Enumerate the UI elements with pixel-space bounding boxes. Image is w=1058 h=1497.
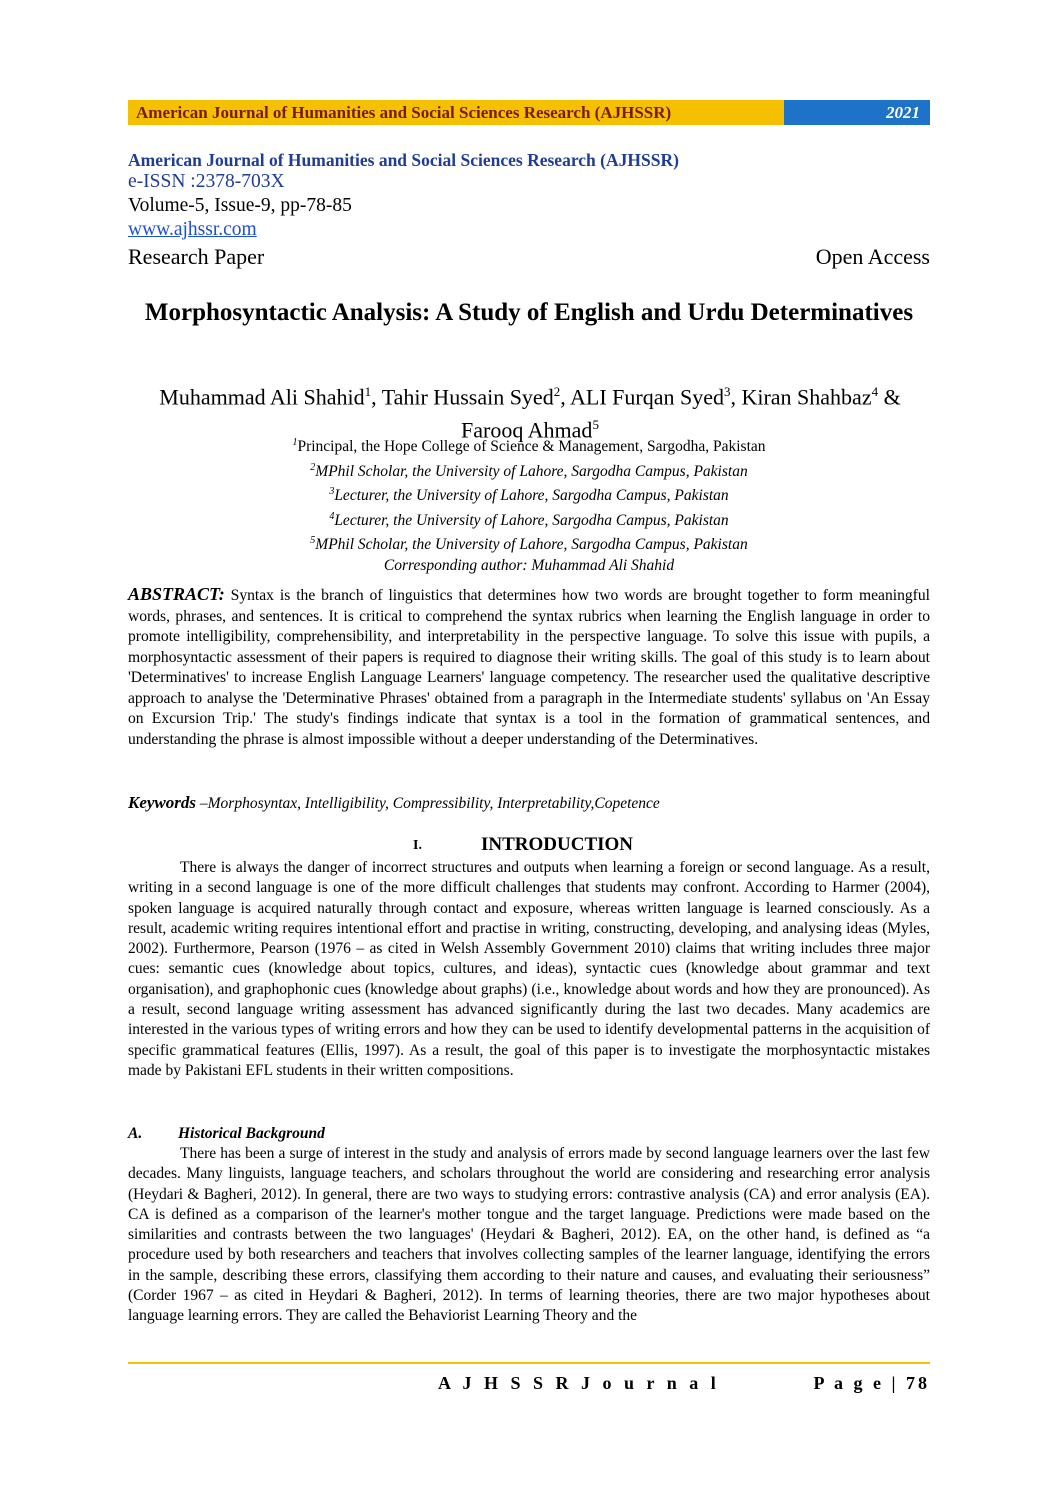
journal-meta — [128, 150, 930, 270]
author-name: , Kiran Shahbaz — [730, 384, 872, 410]
author-sup: 4 — [871, 384, 879, 399]
footer-page-number: 78 — [906, 1373, 930, 1393]
keywords-label: Keywords — [128, 793, 196, 812]
author-name: & Farooq Ahmad — [461, 384, 901, 443]
affiliation: $^3$Lecturer, the University of Lahore, Sargodha Campus, Pakistan — [329, 486, 729, 505]
paper-type: Research Paper — [128, 244, 265, 269]
section-number: I. — [413, 838, 422, 853]
author-sup: 1 — [364, 384, 372, 399]
author-sup: 5 — [592, 417, 599, 433]
intro-paragraph: There is always the danger of incorrect structures and outputs when learning a foreign or second language. As a result, writing in a second language is one of the more difficult challenges that students may confront. According to Harmer (2004), spoken language is acquired naturally through contact and exposure, whereas written language is learned consciously. As a result, academic writing requires intentional effort and practise in writing, constructing, developing, and analysing ideas (Myles, 2002). Furthermore, Pearson (1976 – as cited in Welsh Assembly Government 2010) claims that writing includes three major cues: semantic cues (knowledge about topics, cultures, and ideas), syntactic cues (knowledge about grammar and text organisation), and graphophonic cues (knowledge about graphs) (i.e., knowledge about words and how they are pronounced). As a result, second language writing assessment has advanced significantly during the last two decades. Many academics are interested in the various types of writing errors and how they can be used to identify developmental patterns in the acquisition of specific grammatical features (Ellis, 1997). As a result, the goal of this paper is to investigate the morphosyntactic mistakes made by Pakistani EFL students in their written compositions. — [128, 859, 930, 1079]
footer-divider — [128, 1362, 930, 1364]
abstract-label: ABSTRACT: — [128, 584, 225, 604]
keywords — [128, 793, 930, 813]
paper-type-row — [128, 244, 930, 270]
history-paragraph: There has been a surge of interest in the study and analysis of errors made by second language learners over the last few decades. Many linguists, language teachers, and scholars throughout the world are considering and researching error analysis (Heydari & Bagheri, 2012). In general, there are two ways to studying errors: contrastive analysis (CA) and error analysis (EA). CA is defined as a comparison of the learner's mother tongue and the target language. Predictions were made based on the similarities and contrasts between the two languages' (Heydari & Bagheri, 2012). EA, on the other hand, is defined as “a procedure used by both researchers and teachers that involves collecting samples of the learner language, identifying the errors in the sample, describing these errors, classifying them according to their nature and causes, and evaluating their seriousness” (Corder 1967 – as cited in Heydari & Bagheri, 2012). In terms of learning theories, there are two major hypotheses about language learning errors. They are called the Behaviorist Learning Theory and the — [128, 1145, 930, 1325]
footer-page — [814, 1373, 930, 1394]
subsection-heading — [128, 1125, 325, 1143]
affiliation: $^1$Principal, the Hope College of Science & Management, Sargodha, Pakistan — [292, 437, 766, 456]
affiliation: $^4$Lecturer, the University of Lahore, Sargodha Campus, Pakistan — [329, 510, 729, 529]
author-name: Muhammad Ali Shahid — [159, 384, 365, 410]
journal-header-year: 2021 — [784, 100, 930, 125]
affiliation: $^5$MPhil Scholar, the University of Lahore, Sargodha Campus, Pakistan — [310, 535, 748, 554]
subsection-title: Historical Background — [178, 1125, 325, 1142]
abstract-text: Syntax is the branch of linguistics that determines how two words are brought together to form meaningful words, phrases, and sentences. It is critical to comprehend the syntax rubrics when learning the English language in order to promote intelligibility, comprehensibility, and interpretability in the perspective language. To solve this issue with pupils, a morphosyntactic assessment of their papers is required to diagnose their writing skills. The goal of this study is to learn about 'Determinatives' to increase English Language Learners' language competency. The researcher used the qualitative descriptive approach to analyse the 'Determinative Phrases' obtained from a paragraph in the Intermediate students' syllabus on 'An Essay on Excursion Trip.' The study's findings indicate that syntax is a tool in the formation of grammatical sentences, and understanding the phrase is almost impossible without a deeper understanding of the Determinatives. — [128, 587, 930, 748]
corresponding-author: Corresponding author: Muhammad Ali Shahid — [383, 556, 675, 574]
section-heading — [128, 834, 930, 858]
author-sup: 2 — [553, 384, 561, 399]
paper-title: Morphosyntactic Analysis: A Study of English and Urdu Determinatives — [144, 299, 914, 326]
abstract — [128, 584, 930, 750]
journal-header-bar — [128, 100, 930, 125]
website-link[interactable]: www.ajhssr.com — [128, 219, 257, 240]
issn: e-ISSN :2378-703X — [128, 171, 285, 192]
author-name: , Tahir Hussain Syed — [371, 384, 554, 410]
journal-title: American Journal of Humanities and Social Sciences Research (AJHSSR) — [128, 150, 679, 170]
keywords-text: –Morphosyntax, Intelligibility, Compressibility, Interpretability,Copetence — [196, 795, 660, 812]
volume-issue: Volume-5, Issue-9, pp-78-85 — [128, 195, 352, 216]
affiliations — [128, 433, 930, 576]
author-name: , ALI Furqan Syed — [560, 384, 724, 410]
access-type: Open Access — [815, 244, 930, 269]
footer-journal: A J H S S R J o u r n a l — [438, 1373, 720, 1393]
section-title: INTRODUCTION — [481, 834, 634, 855]
author-sup: 3 — [723, 384, 731, 399]
footer-page-label: P a g e | — [813, 1373, 899, 1393]
subsection-letter: A. — [128, 1125, 143, 1142]
journal-header-name: American Journal of Humanities and Social Sciences Research (AJHSSR) — [128, 100, 784, 125]
affiliation: $^2$MPhil Scholar, the University of Lahore, Sargodha Campus, Pakistan — [310, 461, 748, 480]
